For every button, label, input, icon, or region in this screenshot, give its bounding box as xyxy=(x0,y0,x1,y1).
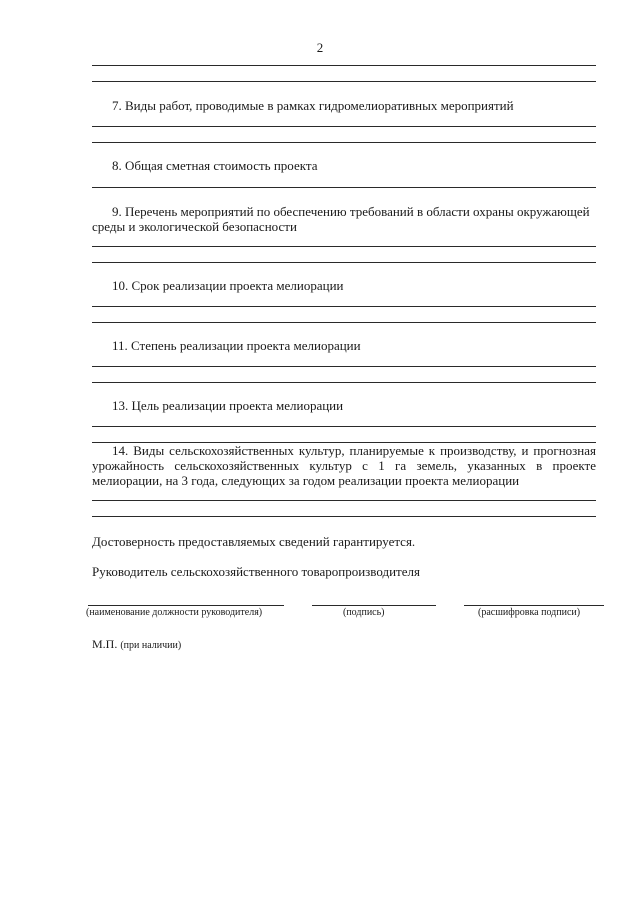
fill-line xyxy=(92,500,596,501)
decoding-line xyxy=(464,605,604,606)
fill-line xyxy=(92,426,596,427)
fill-line xyxy=(92,322,596,323)
fill-line xyxy=(92,187,596,188)
stamp-note: (при наличии) xyxy=(120,640,182,651)
fill-line xyxy=(92,382,596,383)
stamp-label: М.П. xyxy=(92,637,118,651)
fill-line xyxy=(92,246,596,247)
signature-line xyxy=(312,605,436,606)
item-14-paragraph xyxy=(92,443,596,488)
item-9-label-line1: 9. Перечень мероприятий по обеспечению требований в области охраны окружающей xyxy=(112,204,590,219)
fill-line xyxy=(92,142,596,143)
item-14-label-line2: урожайность сельскохозяйственных культур с 1 га земель, указанных в проекте xyxy=(92,458,596,473)
item-8-label: 8. Общая сметная стоимость проекта xyxy=(112,158,318,173)
item-10-label: 10. Срок реализации проекта мелиорации xyxy=(112,278,344,293)
item-14-label-line1: 14. Виды сельскохозяйственных культур, планируемые к производству, и прогнозная xyxy=(112,443,596,458)
item-14-label-line3: мелиорации, на 3 года, следующих за годом реализации проекта мелиорации xyxy=(92,473,520,488)
decoding-caption: (расшифровка подписи) xyxy=(478,607,581,618)
stamp-place xyxy=(92,637,181,652)
authenticity-statement: Достоверность предоставляемых сведений гарантируется. xyxy=(92,534,416,549)
fill-line xyxy=(92,262,596,263)
page-number: 2 xyxy=(316,40,324,55)
fill-line xyxy=(92,81,596,82)
item-7-label: 7. Виды работ, проводимые в рамках гидромелиоративных мероприятий xyxy=(112,98,514,113)
position-line xyxy=(88,605,284,606)
item-9-label-line2: среды и экологической безопасности xyxy=(92,219,297,234)
fill-line xyxy=(92,366,596,367)
fill-line xyxy=(92,126,596,127)
item-11-label: 11. Степень реализации проекта мелиорации xyxy=(112,338,361,353)
fill-line xyxy=(92,65,596,66)
fill-line xyxy=(92,516,596,517)
fill-line xyxy=(92,306,596,307)
head-label: Руководитель сельскохозяйственного товаропроизводителя xyxy=(92,564,420,579)
position-caption: (наименование должности руководителя) xyxy=(86,607,263,618)
item-13-label: 13. Цель реализации проекта мелиорации xyxy=(112,398,344,413)
signature-caption: (подпись) xyxy=(343,607,385,618)
